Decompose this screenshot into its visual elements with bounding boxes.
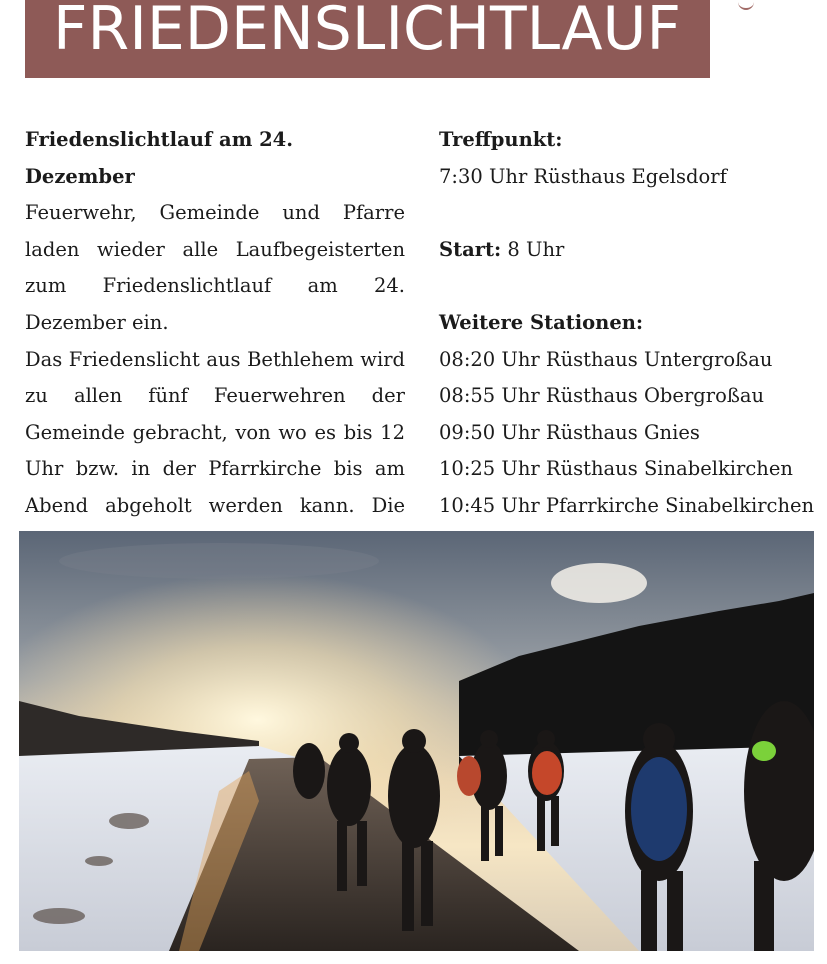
- station-item: 09:50 Uhr Rüsthaus Gnies: [439, 420, 700, 444]
- meeting-point-value: 7:30 Uhr Rüsthaus Egelsdorf: [439, 164, 727, 188]
- article-paragraph-2: Das Friedenslicht aus Bethlehem wird zu allen fünf Feuerwehren der Gemeinde gebracht, von wo es bis 12 Uhr bzw. in der Pfarrkirche bis am Abend abgeholt werden kann. Die: [25, 347, 405, 517]
- runners-photo: [19, 531, 814, 951]
- station-item: 08:55 Uhr Rüsthaus Obergroßau: [439, 384, 765, 408]
- spacer: [439, 268, 823, 305]
- start-value: 8 Uhr: [501, 237, 565, 261]
- meeting-point-label: Treffpunkt:: [439, 128, 563, 151]
- station-item: 10:25 Uhr Rüsthaus Sinabelkirchen: [439, 457, 793, 481]
- start-line: [439, 232, 823, 269]
- spacer: [439, 195, 823, 232]
- station-item: 10:45 Uhr Pfarrkirche Sinabelkirchen: [439, 493, 815, 517]
- start-label: Start:: [439, 237, 502, 261]
- article-heading: Friedenslichtlauf am 24. Dezember: [25, 128, 294, 188]
- runners-photo-illustration: [19, 531, 814, 951]
- left-column: [25, 122, 405, 561]
- page-title: FRIEDENSLICHTLAUF: [53, 0, 681, 64]
- title-band: [25, 0, 710, 78]
- right-column: [439, 122, 823, 525]
- station-item: 08:20 Uhr Rüsthaus Untergroßau: [439, 347, 773, 371]
- decorative-flourish: [738, 0, 754, 10]
- article-paragraph-1: Feuerwehr, Gemeinde und Pfarre laden wieder alle Laufbegeisterten zum Friedenslichtlauf am 24. Dezember ein.: [25, 201, 405, 334]
- stations-label: Weitere Stationen:: [439, 310, 644, 334]
